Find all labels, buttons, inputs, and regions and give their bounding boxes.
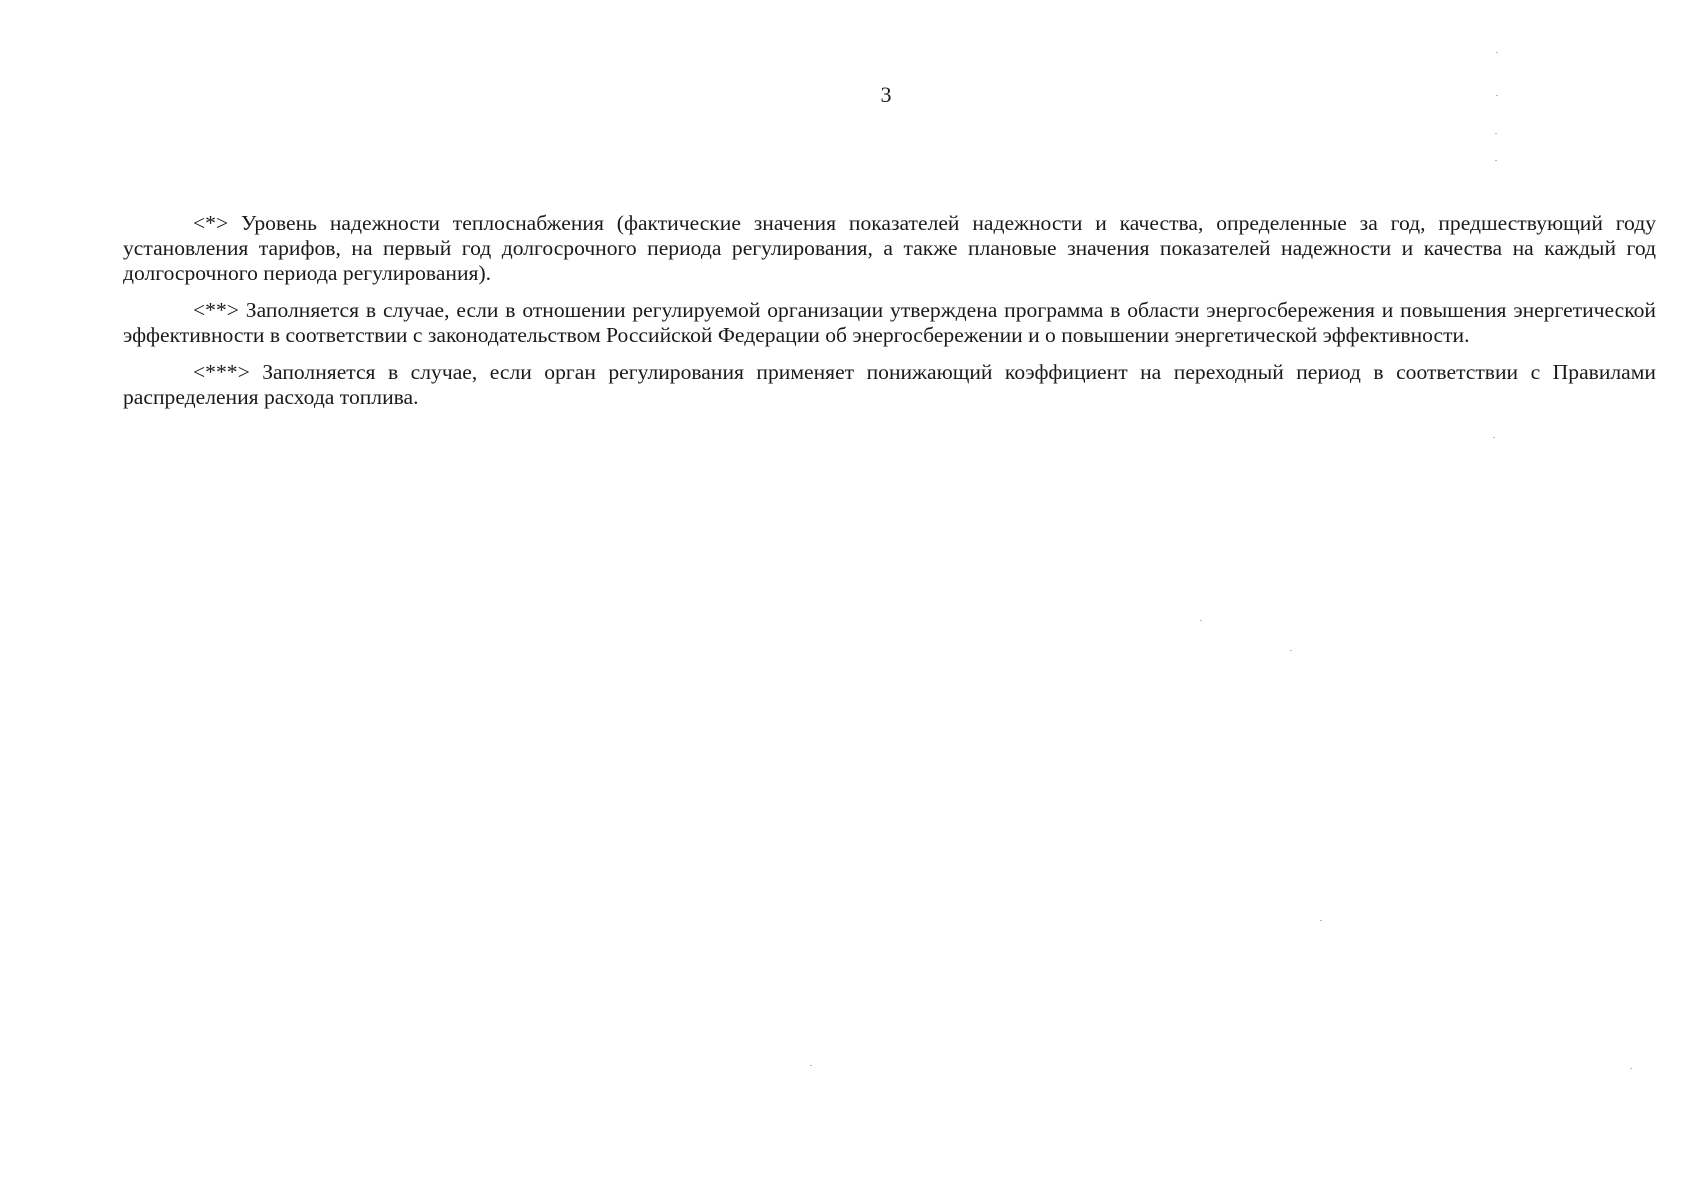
scan-speck bbox=[1495, 133, 1497, 134]
scan-speck bbox=[1495, 160, 1497, 161]
page-number: 3 bbox=[880, 82, 892, 107]
footnotes-section bbox=[123, 211, 1656, 422]
scan-speck bbox=[1630, 1068, 1632, 1069]
scan-speck bbox=[1200, 620, 1202, 621]
footnote-1: <*> Уровень надежности теплоснабжения (фактические значения показателей надежности и качества, определенные за год, предшествующий году установления тарифов, на первый год долгосрочного периода регулирования, а также плановые значения показателей надежности и качества на каждый год долгосрочного периода регулирования). bbox=[123, 211, 1656, 285]
scan-speck bbox=[1493, 437, 1495, 438]
scan-speck bbox=[1320, 920, 1322, 921]
footnote-2: <**> Заполняется в случае, если в отношении регулируемой организации утверждена программа в области энергосбережения и повышения энергетической эффективности в соответствии с законодательством Российской Федерации об энергосбережении и о повышении энергетической эффективности. bbox=[123, 298, 1656, 347]
scan-speck bbox=[1496, 52, 1498, 53]
scan-speck bbox=[1290, 650, 1292, 651]
scan-speck bbox=[1496, 95, 1498, 96]
footnote-3: <***> Заполняется в случае, если орган регулирования применяет понижающий коэффициент на переходный период в соответствии с Правилами распределения расхода топлива. bbox=[123, 360, 1656, 409]
scan-speck bbox=[810, 1065, 812, 1066]
